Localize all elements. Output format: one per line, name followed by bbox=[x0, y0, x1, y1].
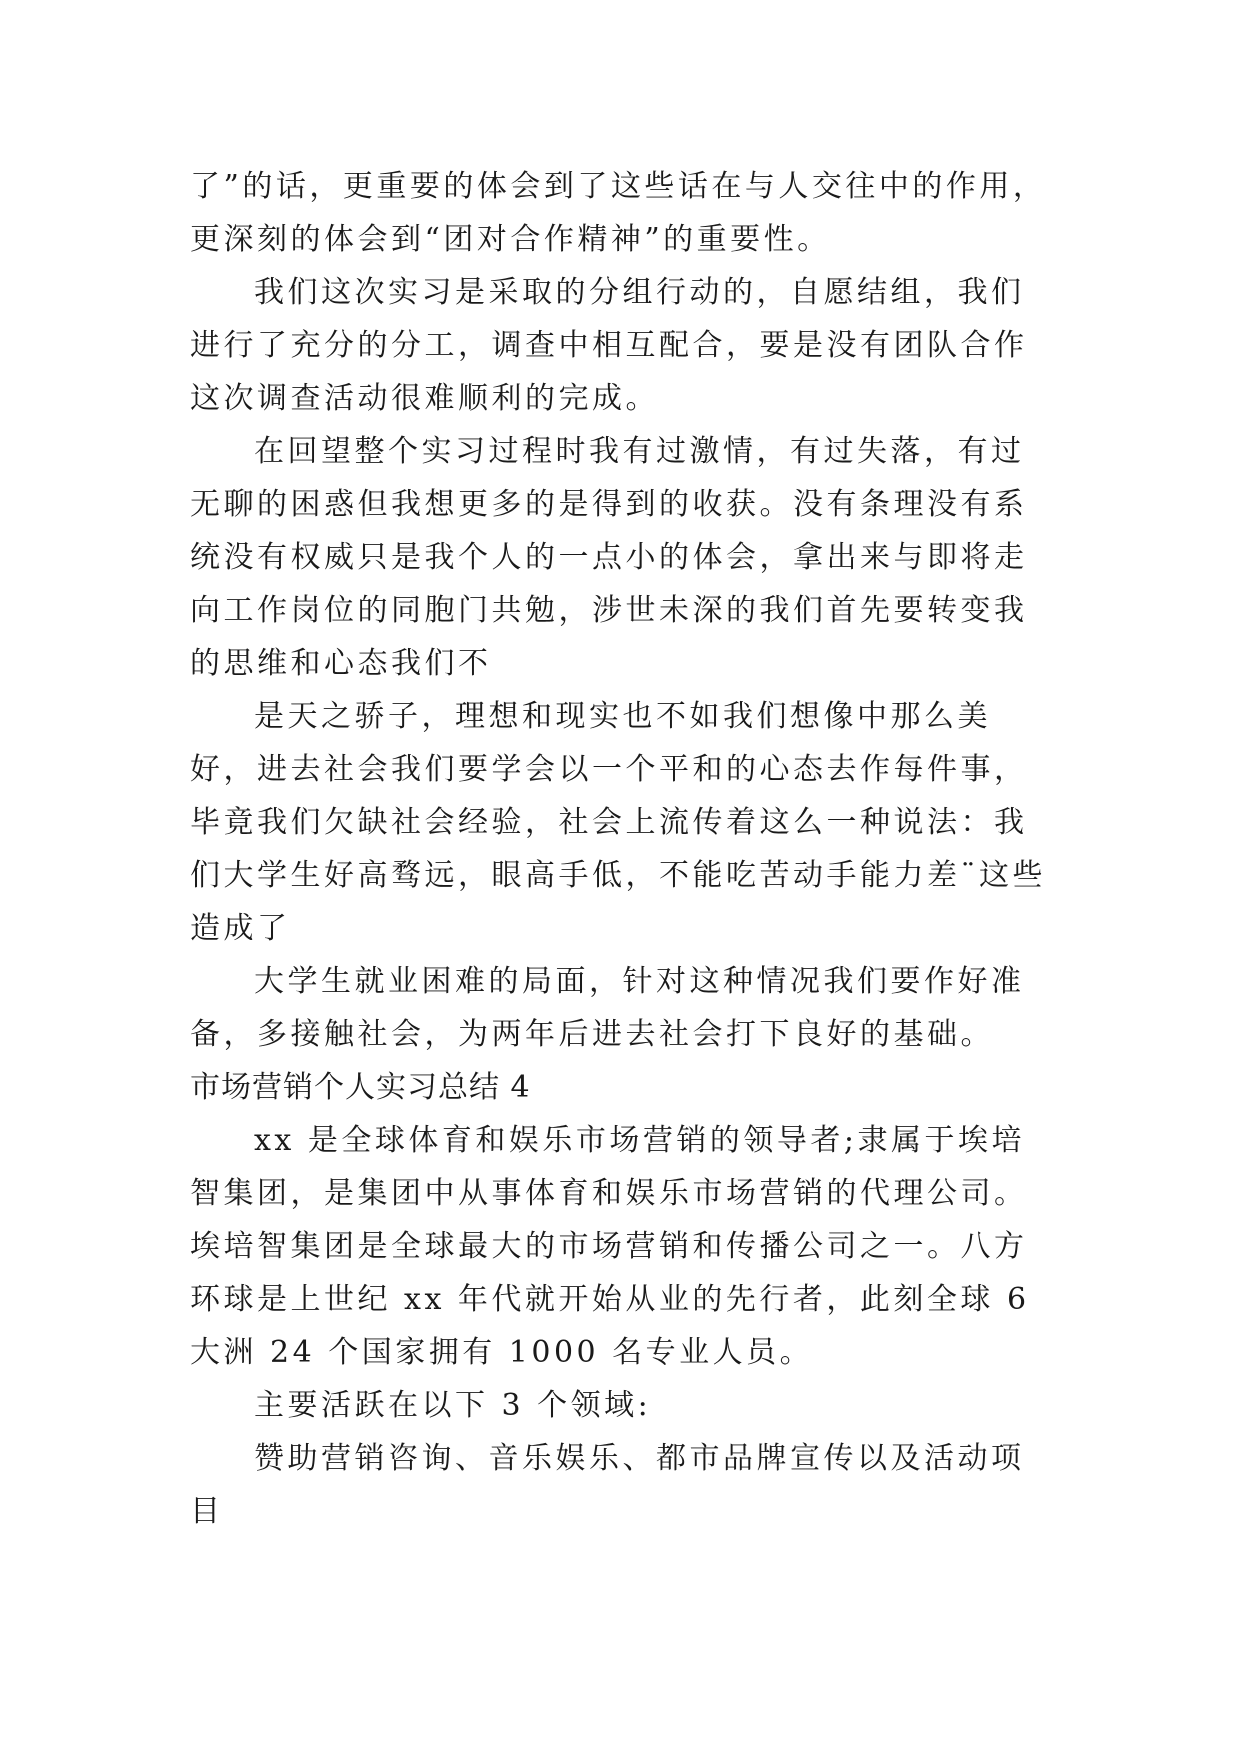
paragraph-7: 主要活跃在以下 3 个领域: bbox=[254, 1388, 652, 1423]
paragraph-4: 是天之骄子，理想和现实也不如我们想像中那么美好，进去社会我们要学会以一个平和的心态去作每件事，毕竟我们欠缺社会经验，社会上流传着这么一种说法：我们大学生好高骛远，眼高手低，不能吃苦动手能力差¨这些造成了 bbox=[190, 699, 1046, 946]
paragraph-5: 大学生就业困难的局面，针对这种情况我们要作好准备，多接触社会，为两年后进去社会打下良好的基础。 bbox=[190, 964, 1025, 1052]
paragraph-8: 赞助营销咨询、音乐娱乐、都市品牌宣传以及活动项目 bbox=[190, 1441, 1025, 1529]
document-body bbox=[190, 160, 1052, 1538]
paragraph-1: 了”的话，更重要的体会到了这些话在与人交往中的作用，更深刻的体会到“团对合作精神”的重要性。 bbox=[190, 169, 1047, 257]
section-heading: 市场营销个人实习总结 4 bbox=[190, 1070, 531, 1105]
paragraph-3: 在回望整个实习过程时我有过激情，有过失落，有过无聊的困惑但我想更多的是得到的收获。没有条理没有系统没有权威只是我个人的一点小的体会，拿出来与即将走向工作岗位的同胞门共勉，涉世未深的我们首先要转变我的思维和心态我们不 bbox=[190, 434, 1028, 681]
paragraph-2: 我们这次实习是采取的分组行动的，自愿结组，我们进行了充分的分工，调查中相互配合，要是没有团队合作这次调查活动很难顺利的完成。 bbox=[190, 275, 1028, 416]
paragraph-6: xx 是全球体育和娱乐市场营销的领导者;隶属于埃培智集团，是集团中从事体育和娱乐市场营销的代理公司。埃培智集团是全球最大的市场营销和传播公司之一。八方环球是上世纪 xx 年代就开始从业的先行者，此刻全球 6 大洲 24 个国家拥有 1000 名专业人员。 bbox=[190, 1123, 1043, 1370]
